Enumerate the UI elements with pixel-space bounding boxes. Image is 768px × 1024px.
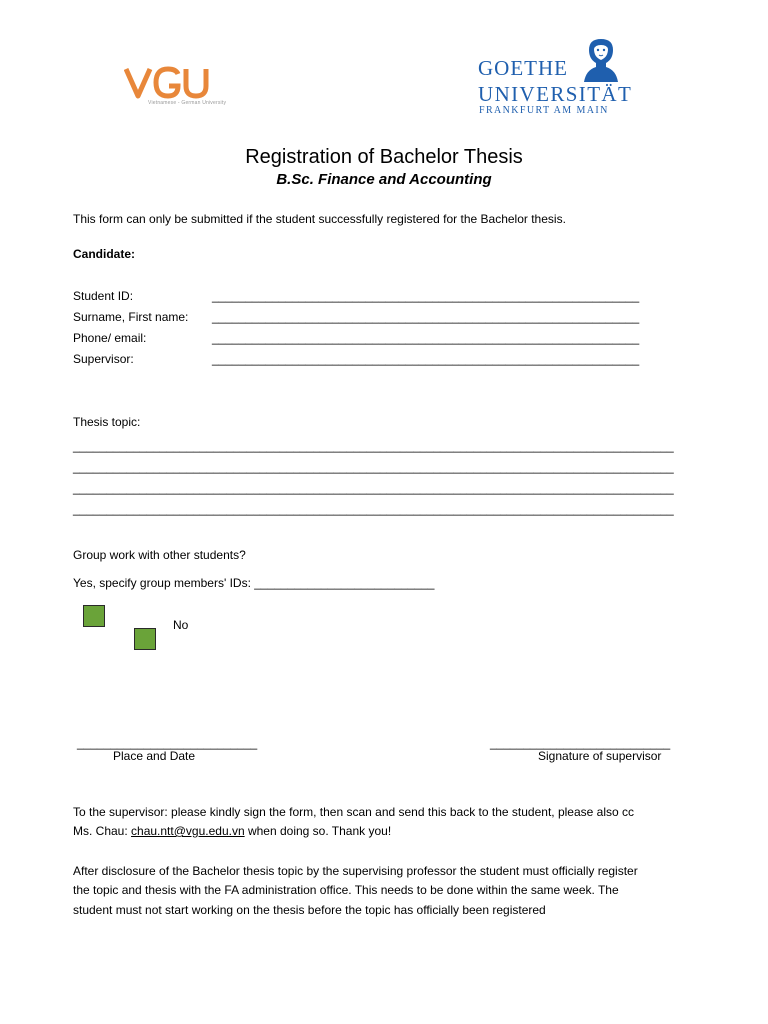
place-date-label: Place and Date [113, 749, 196, 763]
place-date-line[interactable]: ___________________________ [77, 736, 258, 750]
vgu-tagline: Vietnamese - German University [148, 100, 227, 106]
group-work-question: Group work with other students? [73, 548, 246, 562]
thesis-topic-label: Thesis topic: [73, 415, 141, 429]
page-subtitle: B.Sc. Finance and Accounting [276, 171, 492, 188]
note-suffix: when doing so. Thank you! [244, 824, 392, 838]
supervisor-label: Supervisor: [73, 352, 134, 366]
student-id-label: Student ID: [73, 289, 134, 303]
contact-label: Phone/ email: [73, 331, 147, 345]
goethe-logo-line3: FRANKFURT AM MAIN [479, 105, 609, 116]
intro-text: This form can only be submitted if the student successfully registered for the Bachelor thesis. [73, 212, 566, 226]
thesis-topic-line-4[interactable]: __________________________________________________________________________________________ [73, 502, 674, 516]
yes-checkbox[interactable] [83, 605, 105, 627]
registration-note-line-1: After disclosure of the Bachelor thesis topic by the supervising professor the student must officially register [73, 864, 638, 878]
goethe-portrait-icon [576, 36, 626, 82]
supervisor-field[interactable]: ________________________________________________________________ [212, 352, 640, 366]
no-checkbox[interactable] [134, 628, 156, 650]
name-label: Surname, First name: [73, 310, 189, 324]
goethe-university-logo [476, 36, 633, 120]
thesis-topic-line-3[interactable]: __________________________________________________________________________________________ [73, 481, 674, 495]
group-members-field[interactable]: Yes, specify group members' IDs: ___________________________ [73, 576, 435, 590]
no-label: No [173, 618, 189, 632]
thesis-topic-line-2[interactable]: __________________________________________________________________________________________ [73, 460, 674, 474]
supervisor-note-line-2 [73, 823, 391, 839]
page-title: Registration of Bachelor Thesis [245, 146, 523, 168]
registration-note-line-3: student must not start working on the thesis before the topic has officially been registered [73, 903, 546, 917]
supervisor-signature-line[interactable]: ___________________________ [490, 736, 671, 750]
name-field[interactable]: ________________________________________________________________ [212, 310, 640, 324]
candidate-heading: Candidate: [73, 247, 136, 261]
thesis-topic-line-1[interactable]: __________________________________________________________________________________________ [73, 439, 674, 453]
goethe-logo-line2: UNIVERSITÄT [478, 82, 633, 106]
supervisor-note-line-1: To the supervisor: please kindly sign the form, then scan and send this back to the student, please also cc [73, 805, 634, 819]
student-id-field[interactable]: ________________________________________________________________ [212, 289, 640, 303]
goethe-logo-line1: GOETHE [478, 56, 568, 80]
note-prefix: Ms. Chau: [73, 824, 132, 838]
registration-note-line-2: the topic and thesis with the FA administration office. This needs to be done within the same week. The [73, 883, 619, 897]
vgu-logo-mark [124, 66, 210, 100]
email-link[interactable]: chau.ntt@vgu.edu.vn [131, 824, 245, 838]
vgu-logo [124, 66, 244, 112]
supervisor-signature-label: Signature of supervisor [538, 749, 662, 763]
contact-field[interactable]: ________________________________________________________________ [212, 331, 640, 345]
